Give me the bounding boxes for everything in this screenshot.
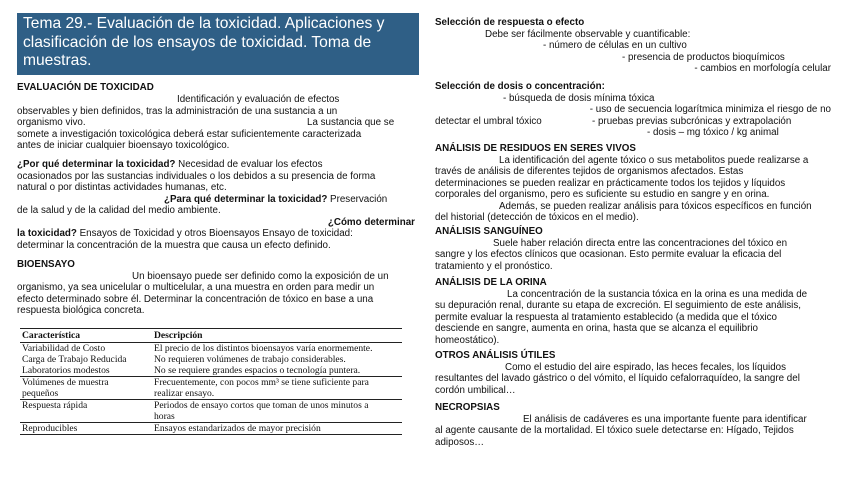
why-question: ¿Para qué determinar la toxicidad? [164, 193, 328, 205]
residues-text: La identificación del agente tóxico o sus metabolitos puede realizarse a [499, 154, 809, 166]
selection-text: - número de células en un cultivo [543, 40, 687, 51]
cell-line: Frecuentemente, con pocos mm³ se tiene suficiente para [154, 377, 369, 388]
table-header: Descripción [152, 329, 402, 343]
cell-line: Periodos de ensayo cortos que toman de unos minutos a [154, 400, 369, 411]
why-paragraph-line [17, 159, 415, 171]
necropsy-text: adiposos… [435, 436, 485, 448]
selection-text: Debe ser fácilmente observable y cuantificable: [485, 28, 691, 40]
residues-text: del historial (detección de tóxicos en el medio). [435, 212, 639, 223]
cell-line: pequeños [22, 388, 59, 399]
blood-text: Suele haber relación directa entre las concentraciones del tóxico en [493, 237, 788, 249]
dose-text: - pruebas previas subcrónicas y extrapolación [592, 115, 792, 127]
urine-heading: ANÁLISIS DE LA ORINA [435, 277, 547, 288]
dose-selection-heading: Selección de dosis o concentración: [435, 81, 605, 92]
bio-text: organismo, ya sea unicelular o multicelular, a una muestra en orden para medir un [17, 282, 375, 293]
eval-line: somete a investigación toxicológica deberá estar suficientemente caracterizada [17, 128, 362, 140]
bioassay-heading: BIOENSAYO [17, 259, 75, 270]
blood-heading: ANÁLISIS SANGUÍNEO [435, 226, 543, 237]
blood-text: sangre y los efectos clínicos que ocasionan. Esto permite evaluar la eficacia del [435, 249, 782, 260]
cell-line: realizar ensayo. [154, 388, 215, 399]
why-paragraph-line [17, 194, 415, 206]
eval-line: organismo vivo. [17, 117, 86, 128]
necropsy-text: El análisis de cadáveres es una importante fuente para identificar [523, 413, 807, 425]
table-cell: Ensayos estandarizados de mayor precisión [152, 423, 402, 435]
dose-row [435, 116, 831, 128]
table-row [20, 354, 402, 365]
table-cell [152, 377, 402, 400]
residues-text: corporales del organismo, pero es suficiente su estudio en sangre y en orina. [435, 189, 770, 200]
cell-line: Volúmenes de muestra [22, 377, 109, 388]
table-cell: Variabilidad de Costo [22, 343, 106, 354]
dose-text: - búsqueda de dosis mínima tóxica [503, 92, 655, 104]
why-question: ¿Por qué determinar la toxicidad? [17, 159, 176, 170]
residues-text: determinaciones se pueden realizar en prácticamente todos los tejidos y líquidos [435, 177, 786, 189]
eval-line: La sustancia que se [307, 117, 395, 128]
why-text: determinar la concentración de la muestra que causa un efecto definido. [17, 239, 331, 251]
table-cell: No requieren volúmenes de trabajo considerables. [154, 354, 346, 365]
table-cell: No se requiere grandes espacios o tecnología puntera. [152, 365, 402, 377]
other-text: resultantes del lavado gástrico o del vómito, el líquido cefalorraquídeo, la sangre del [435, 373, 800, 384]
table-row [20, 365, 402, 377]
why-text: Ensayos de Toxicidad y otros Bioensayos Ensayo de toxicidad: [76, 228, 353, 239]
table-cell: El precio de los distintos bioensayos varía enormemente. [154, 343, 373, 354]
bio-text: Un bioensayo puede ser definido como la exposición de un [132, 270, 389, 282]
residues-text: través de análisis de diferentes tejidos de organismos afectados. Estas [435, 166, 744, 177]
necropsy-text: al agente causante de la mortalidad. El tóxico suele detectarse en: Hígado, Tejidos [435, 425, 794, 436]
eval-line-row [17, 117, 415, 129]
bioassay-table [20, 328, 402, 435]
urine-text: La concentración de la sustancia tóxica en la orina es una medida de [507, 288, 808, 300]
why-text: Necesidad de evaluar los efectos [175, 159, 323, 170]
urine-text: su depuración renal, durante su etapa de excreción. El seguimiento de este análisis, [435, 300, 801, 311]
title-banner [17, 13, 419, 75]
dose-text: - uso de secuencia logarítmica minimiza el riesgo de no [589, 104, 831, 115]
why-text: de la salud y de la calidad del medio ambiente. [17, 205, 221, 216]
table-cell [152, 400, 402, 423]
other-analysis-heading: OTROS ANÁLISIS ÚTILES [435, 350, 556, 361]
why-text: natural o por distintas actividades humanas, etc. [17, 182, 227, 193]
cell-line: horas [154, 411, 175, 422]
page-title: Tema 29.- Evaluación de la toxicidad. Aplicaciones y clasificación de los ensayos de toxicidad. Toma de muestras. [23, 15, 385, 69]
table-cell [20, 377, 152, 400]
table-cell: Laboratorios modestos [20, 365, 152, 377]
other-text: cordón umbilical… [435, 384, 516, 396]
table-header: Característica [20, 329, 152, 343]
blood-text: tratamiento y el pronóstico. [435, 260, 553, 272]
table-cell: Respuesta rápida [20, 400, 152, 423]
table-cell: Carga de Trabajo Reducida [22, 354, 127, 365]
why-paragraph-line [17, 228, 415, 240]
why-text: Preservación [327, 193, 388, 205]
why-question: la toxicidad? [17, 228, 77, 239]
why-question: ¿Cómo determinar [327, 216, 415, 228]
urine-text: desciende en sangre, aumenta en orina, hasta que se alcanza el equilibrio [435, 323, 758, 334]
urine-text: homeostático). [435, 334, 500, 346]
eval-line: observables y bien definidos, tras la administración de una sustancia a un [17, 105, 338, 117]
other-text: Como el estudio del aire espirado, las heces fecales, los líquidos [505, 361, 787, 373]
selection-text: - presencia de productos bioquímicos [622, 51, 785, 63]
residues-text: Además, se pueden realizar análisis para tóxicos específicos en función [499, 200, 812, 212]
table-cell: Reproducibles [20, 423, 152, 435]
bio-text: respuesta biológica concreta. [17, 305, 145, 316]
why-text: ocasionados por las sustancias individuales o los debidos a su presencia de forma [17, 170, 376, 182]
bio-text: efecto determinado sobre él. Determinar la concentración de tóxico en base a una [17, 293, 374, 305]
selection-text: - cambios en morfología celular [694, 63, 831, 74]
dose-text: - dosis – mg tóxico / kg animal [647, 127, 779, 138]
table-row [20, 343, 402, 355]
urine-text: permite evaluar la respuesta al tratamiento establecido (a medida que el tóxico [435, 311, 777, 323]
evaluation-heading: EVALUACIÓN DE TOXICIDAD [17, 82, 154, 93]
residues-heading: ANÁLISIS DE RESIDUOS EN SERES VIVOS [435, 143, 636, 154]
eval-line: Identificación y evaluación de efectos [177, 94, 340, 105]
table-row [20, 400, 402, 423]
eval-line: antes de iniciar cualquier bioensayo toxicológico. [17, 140, 230, 151]
dose-text: detectar el umbral tóxico [435, 115, 542, 127]
selection-response-heading: Selección de respuesta o efecto [435, 17, 585, 28]
table-row [20, 377, 402, 400]
table-row [20, 423, 402, 435]
necropsy-heading: NECROPSIAS [435, 402, 500, 413]
